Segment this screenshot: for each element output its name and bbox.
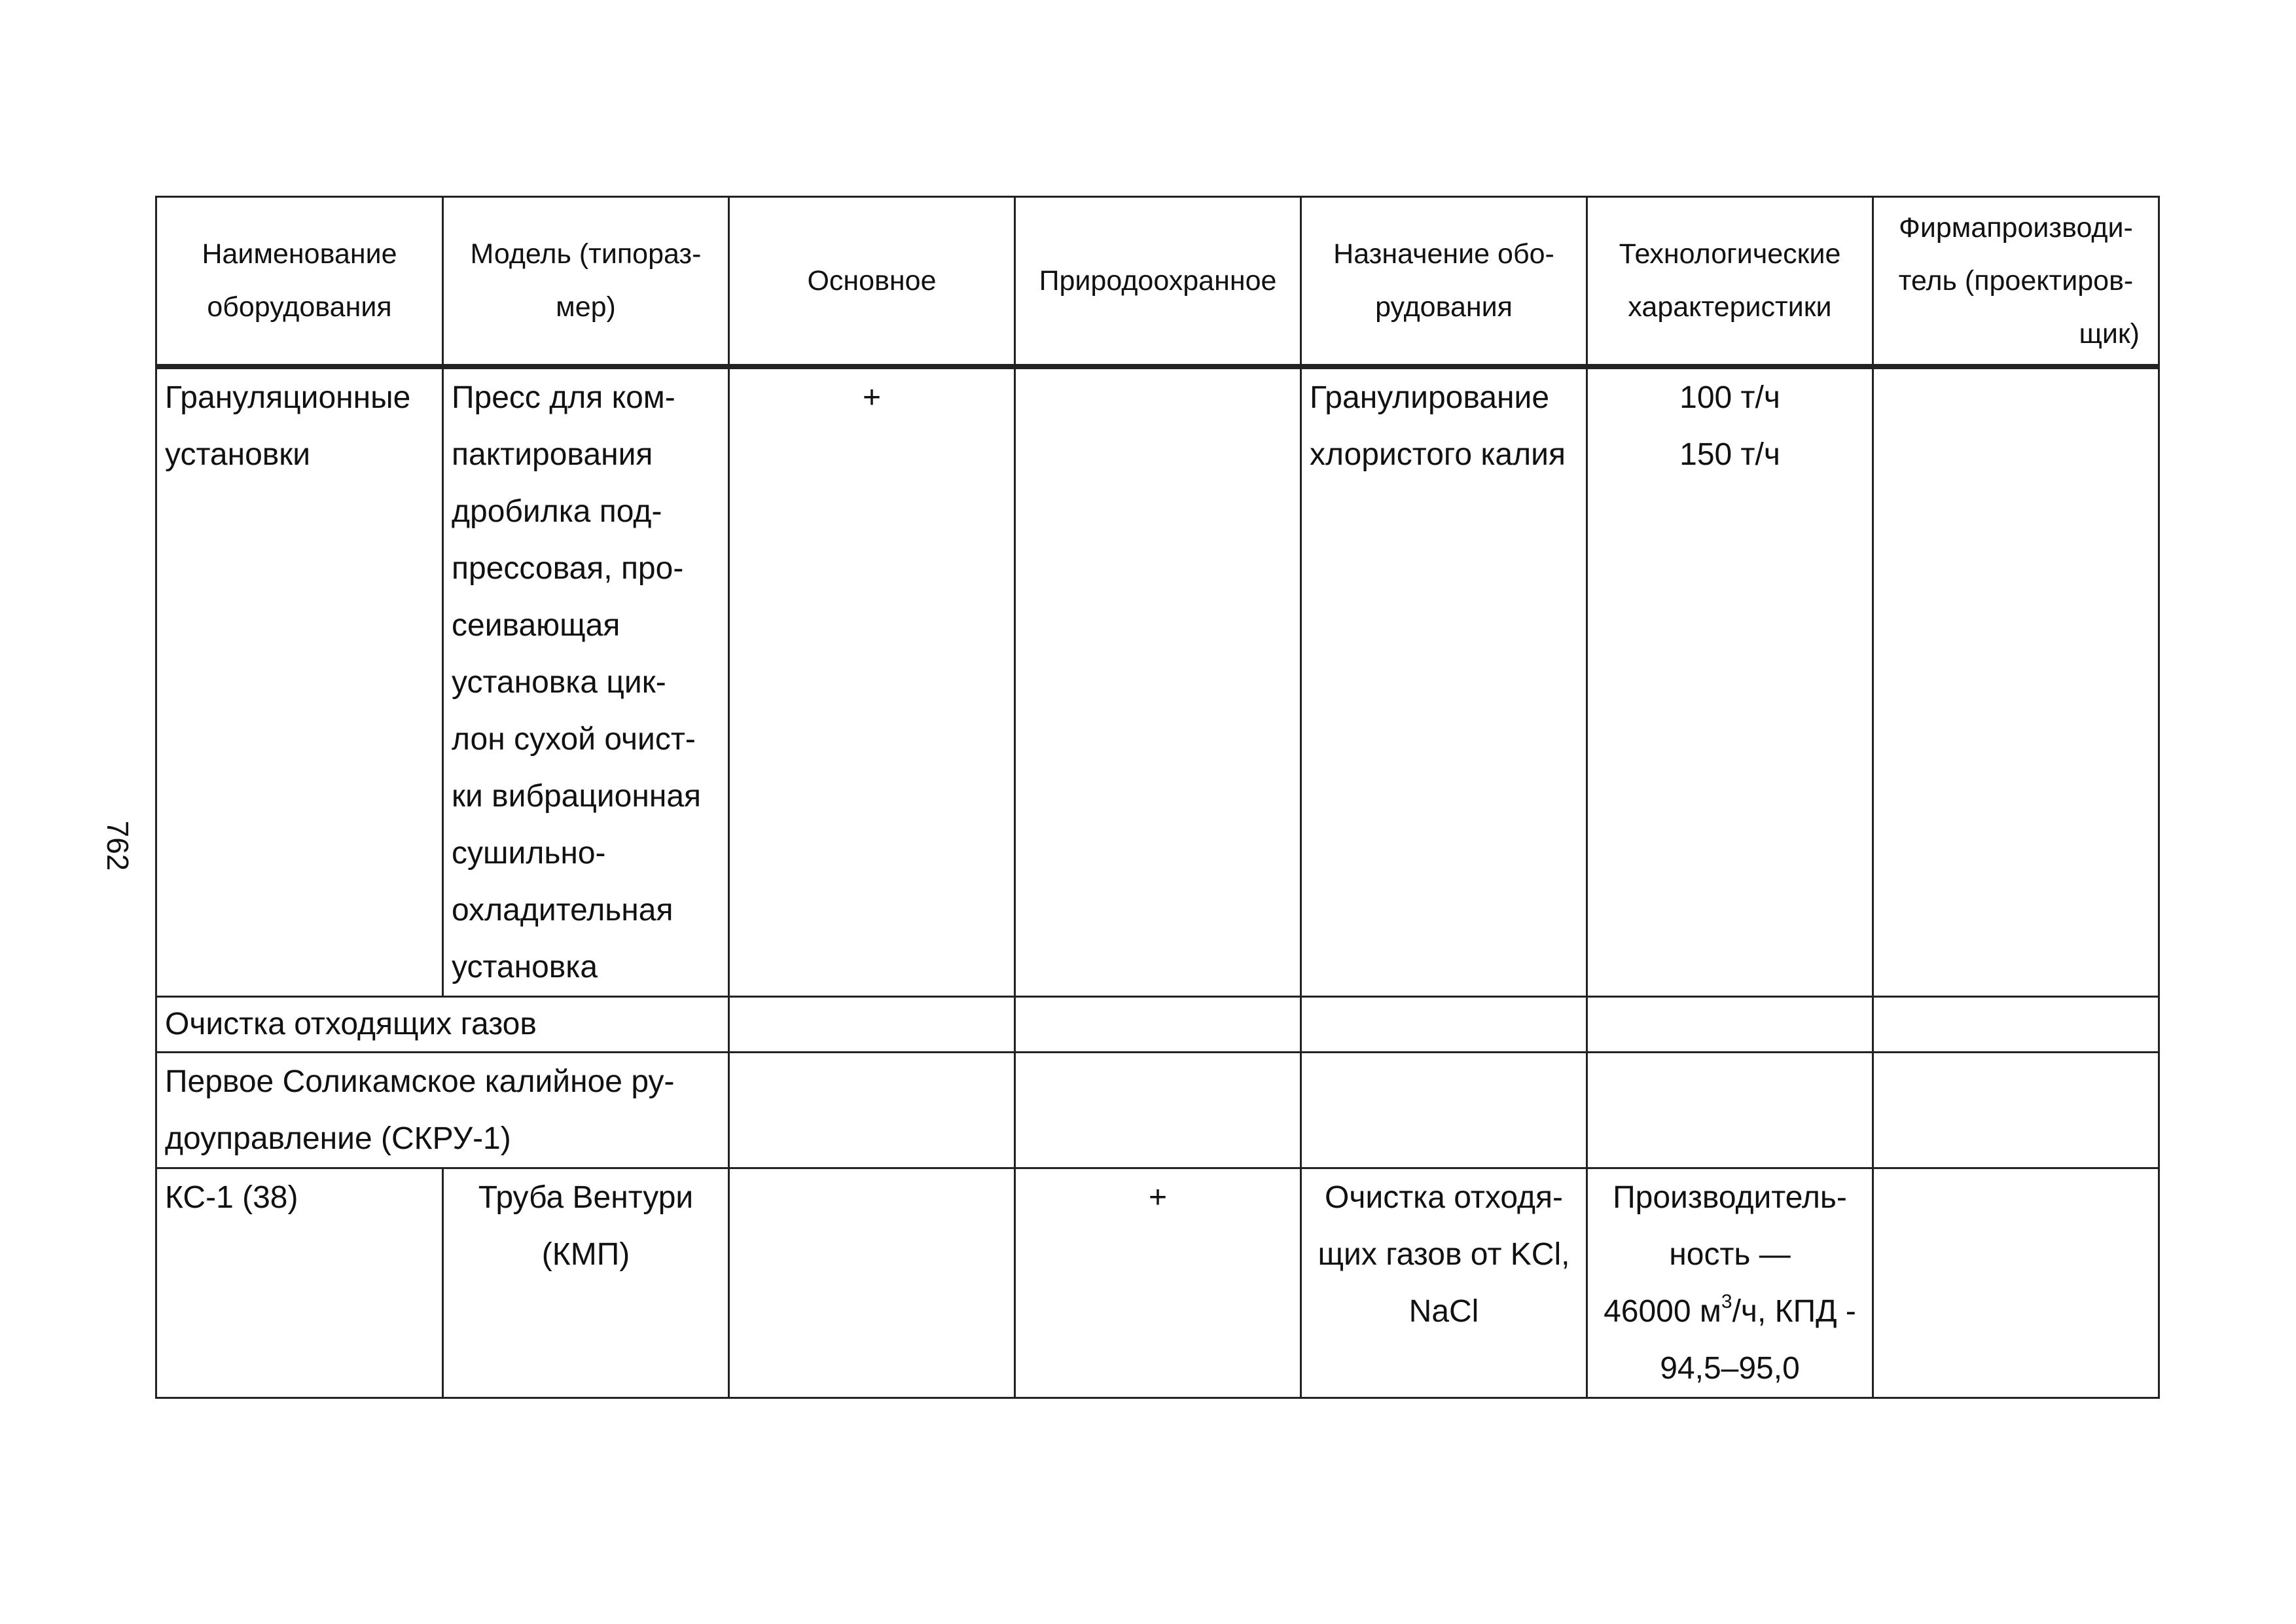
cell-manufacturer [1873,367,2159,997]
cell-tech-characteristics: Производитель- ность — 46000 $м^3/ч$, КПД - 94,5–95,0 [1587,1168,1873,1398]
table-header-row [156,197,2159,367]
table-row [156,1053,2159,1168]
cell-section-title: Первое Соликамское калийное ру- доуправление (СКРУ-1) [156,1053,729,1168]
cell-model: Пресс для ком- пактирования дробилка под- прессовая, про- сеивающая установка цик- лон сухой очист- ки вибрационная сушильно- охладительная установка [443,367,729,997]
cell-empty [729,997,1015,1053]
cell-empty [729,1053,1015,1168]
table-row [156,1168,2159,1398]
cell-main: + [729,367,1015,997]
cell-empty [1587,1053,1873,1168]
cell-equipment-name: Грануляционные установки [156,367,443,997]
cell-empty [1587,997,1873,1053]
header-equipment-name: Наименование оборудования [156,197,443,367]
table-row [156,997,2159,1053]
header-environmental: Природоохранное [1015,197,1301,367]
cell-purpose: Гранулирование хлористого калия [1301,367,1587,997]
cell-empty [1015,1053,1301,1168]
cell-main [729,1168,1015,1398]
header-purpose: Назначение обо- рудования [1301,197,1587,367]
header-tech-characteristics: Технологические характеристики [1587,197,1873,367]
cell-purpose: Очистка отходя- щих газов от KCl, NaCl [1301,1168,1587,1398]
header-model: Модель (типораз- мер) [443,197,729,367]
header-manufacturer: Фирмапроизводи- тель (проектиров- щик) [1873,197,2159,367]
cell-section-title: Очистка отходящих газов [156,997,729,1053]
cell-tech-characteristics: 100 т/ч 150 т/ч [1587,367,1873,997]
header-main: Основное [729,197,1015,367]
equipment-table [155,196,2160,1399]
cell-empty [1873,997,2159,1053]
cell-environmental: + [1015,1168,1301,1398]
cell-empty [1301,1053,1587,1168]
cell-empty [1873,1053,2159,1168]
cell-model: Труба Вентури (КМП) [443,1168,729,1398]
cell-empty [1015,997,1301,1053]
cell-empty [1301,997,1587,1053]
table-row [156,367,2159,997]
cell-equipment-name: КС-1 (38) [156,1168,443,1398]
cell-environmental [1015,367,1301,997]
cell-manufacturer [1873,1168,2159,1398]
page-number: 762 [101,820,135,871]
